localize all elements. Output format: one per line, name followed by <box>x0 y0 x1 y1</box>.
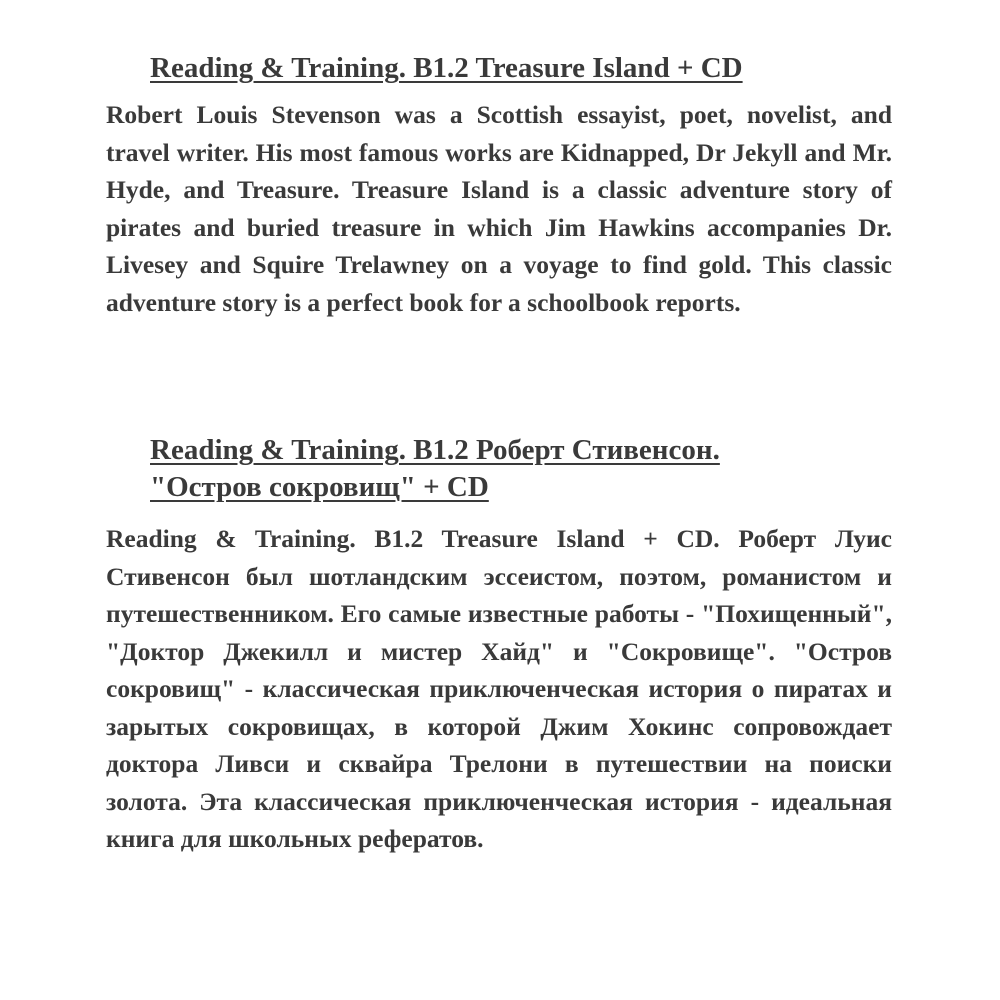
english-title: Reading & Training. B1.2 Treasure Island + CD <box>150 52 743 84</box>
russian-description-text: Reading & Training. B1.2 Treasure Island + CD. Роберт Луис Стивенсон был шотландским эссеистом, поэтом, романистом и путешественником. Его самые известные работы - "Похищенный", "Доктор Джекилл и мистер Хайд" и "Сокровище". "Остров сокровищ" - классическая приключенческая история о пиратах и зарытых сокровищах, в которой Джим Хокинс сопровождает доктора Ливси и сквайра Трелони в путешествии на поиски золота. Эта классическая приключенческая история - идеальная книга для школьных рефератов. <box>106 524 892 853</box>
russian-title <box>106 432 892 506</box>
english-description-text: Robert Louis Stevenson was a Scottish essayist, poet, novelist, and travel writer. His most famous works are Kidnapped, Dr Jekyll and Mr. Hyde, and Treasure. Treasure Island is a classic adventure story of pirates and buried treasure in which Jim Hawkins accompanies Dr. Livesey and Squire Trelawney on a voyage to find gold. This classic adventure story is a perfect book for a schoolbook reports. <box>106 100 892 317</box>
russian-title-line1: Reading & Training. B1.2 Роберт Стивенсон. <box>150 434 720 466</box>
english-description-section <box>106 50 892 321</box>
russian-title-line2: "Остров сокровищ" + CD <box>150 471 489 503</box>
russian-description-section <box>106 432 892 858</box>
